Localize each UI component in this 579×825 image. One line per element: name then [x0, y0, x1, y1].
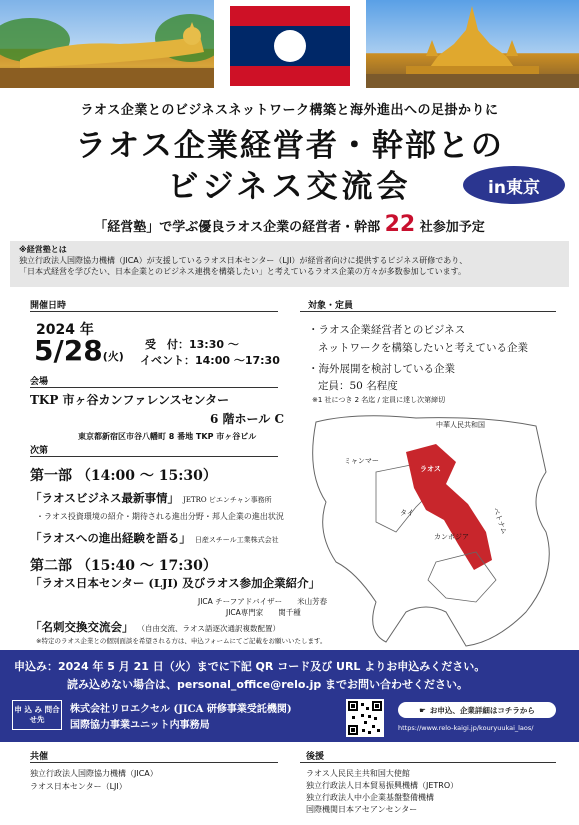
- part1-talk2: [30, 530, 279, 546]
- cohost-lji: ラオス日本センター（LJI）: [30, 782, 127, 791]
- venue-hall: 6 階ホール C: [210, 412, 285, 426]
- contact-company: 株式会社リロエクセル (JICA 研修事業受託機関): [70, 704, 292, 715]
- part2-speaker1: JICA チーフアドバイザー 米山芳春: [198, 597, 328, 606]
- target-line1: ・ラオス企業経営者とのビジネス: [308, 324, 466, 336]
- target-label: 対象・定員: [308, 301, 354, 311]
- part1-talk1: [30, 490, 272, 506]
- support-jetro: 独立行政法人日本貿易振興機構（JETRO）: [306, 781, 459, 790]
- event-subtitle: ラオス企業とのビジネスネットワーク構築と海外進出への足掛かりに: [80, 103, 499, 118]
- note-line2: 「日本式経営を学びたい、日本企業とのビジネス連携を構築したい」と考えているラオス企業の方々が多数参加しています。: [19, 267, 467, 276]
- tagline-prefix: 「経営塾」で学ぶ優良ラオス企業の経営者・幹部: [94, 220, 381, 235]
- date-value: 5/28: [34, 334, 103, 367]
- that-luang-photo: [366, 0, 579, 88]
- venue-label: 会場: [30, 377, 49, 387]
- date-weekday: (火): [102, 350, 124, 363]
- reclining-buddha-photo: [0, 0, 214, 88]
- talk2-title: 「ラオスへの進出経験を語る」: [30, 531, 191, 545]
- apply-url[interactable]: https://www.relo-kaigi.jp/kouryuukai_laos/: [398, 724, 534, 732]
- china-label: 中華人民共和国: [436, 421, 485, 429]
- hand-pointer-icon: ☛: [419, 705, 426, 715]
- note-line1: 独立行政法人国際協力機構（JICA）が支援しているラオス日本センター（LJI）が経営者向けに提供するビジネス研修であり、: [19, 256, 468, 265]
- cohost-jica: 独立行政法人国際協力機構（JICA）: [30, 769, 158, 778]
- part2-talk1: 「ラオス日本センター (LJI) 及びラオス参加企業紹介」: [30, 576, 321, 590]
- header-images: [0, 0, 579, 92]
- note-heading: ※経営塾とは: [19, 245, 67, 254]
- myanmar-label: ミャンマー: [344, 457, 379, 465]
- laos-region: [406, 444, 492, 570]
- part1-heading: 第一部 （14:00 ～ 15:30）: [30, 468, 217, 484]
- apply-link-button[interactable]: [398, 702, 556, 718]
- divider: [300, 311, 556, 312]
- apply-link-label: お申込、企業詳細はコチラから: [429, 705, 535, 715]
- target-line2: ネットワークを構築したいと考えている企業: [318, 342, 528, 354]
- support-embassy: ラオス人民民主共和国大使館: [306, 769, 410, 778]
- support-asean-centre: 国際機関日本アセアンセンター: [306, 805, 418, 814]
- divider: [30, 387, 278, 388]
- divider: [30, 311, 278, 312]
- venue-address: 東京都新宿区市谷八幡町 8 番地 TKP 市ヶ谷ビル: [78, 432, 257, 441]
- participants-tagline: [0, 212, 579, 237]
- tagline-suffix: 社参加予定: [419, 220, 485, 235]
- keieijuku-note: [10, 241, 569, 287]
- apply-contact: 読み込めない場合は、personal_office@relo.jp までお問い合わせください。: [67, 678, 469, 691]
- event-title-line1: ラオス企業経営者・幹部との: [75, 128, 504, 164]
- support-label: 後援: [306, 752, 325, 762]
- networking-title: 「名刺交換交流会」: [30, 620, 134, 634]
- program-footnote: ※特定のラオス企業との個別面談を希望される方は、申込フォームにてご記載をお願いいたします。: [36, 637, 327, 645]
- divider: [30, 762, 278, 763]
- program-label: 次第: [30, 446, 49, 456]
- part2-talk2: [30, 619, 280, 635]
- talk2-speaker: 日産スチール工業株式会社: [194, 536, 279, 544]
- event-title-line2: ビジネス交流会: [167, 169, 412, 205]
- event-time: イベント：14:00 ～17:30: [140, 354, 280, 367]
- part2-heading: 第二部 （15:40 ～ 17:30）: [30, 558, 217, 574]
- contact-box-label: 申 込 み 問合せ先: [12, 700, 62, 730]
- location-badge: in東京: [463, 166, 565, 204]
- capacity-note: ※1 社につき 2 名迄 / 定員に達し次第締切: [312, 396, 446, 404]
- part1-detail: ・ラオス投資環境の紹介・期待される進出分野・邦人企業の進出状況: [36, 512, 284, 521]
- datetime-label: 開催日時: [30, 301, 67, 311]
- contact-department: 国際協力事業ユニット内事務局: [70, 720, 210, 731]
- cohost-label: 共催: [30, 752, 49, 762]
- event-year: 2024 年: [36, 322, 94, 338]
- laos-flag-icon: [230, 6, 350, 86]
- apply-deadline: 申込み：2024 年 5 月 21 日（火）までに下記 QR コード及び URL よりお申込みください。: [14, 660, 486, 673]
- talk1-speaker: JETRO ビエンチャン事務所: [183, 496, 272, 504]
- event-date: [34, 334, 124, 367]
- laos-label: ラオス: [420, 465, 441, 473]
- laos-region-map: [296, 412, 564, 652]
- qr-code[interactable]: [346, 699, 384, 737]
- divider: [300, 762, 556, 763]
- part2-speaker2: JICA専門家 関千種: [226, 608, 301, 617]
- target-line3: ・海外展開を検討している企業: [308, 363, 455, 375]
- support-smrj: 独立行政法人中小企業基盤整備機構: [306, 793, 434, 802]
- application-band: [0, 650, 579, 742]
- networking-detail: （自由交流、ラオス語逐次通訳複数配置）: [137, 624, 280, 633]
- thailand-label: タイ: [400, 509, 414, 517]
- capacity: 定員：50 名程度: [318, 380, 398, 392]
- divider: [30, 456, 278, 457]
- tagline-number: 22: [384, 212, 416, 237]
- cambodia-label: カンボジア: [434, 533, 469, 541]
- reception-time: 受 付：13:30 ～: [145, 338, 239, 351]
- vietnam-label: ベトナム: [491, 506, 509, 536]
- venue-name: TKP 市ヶ谷カンファレンスセンター: [30, 393, 230, 407]
- talk1-title: 「ラオスビジネス最新事情」: [30, 491, 180, 505]
